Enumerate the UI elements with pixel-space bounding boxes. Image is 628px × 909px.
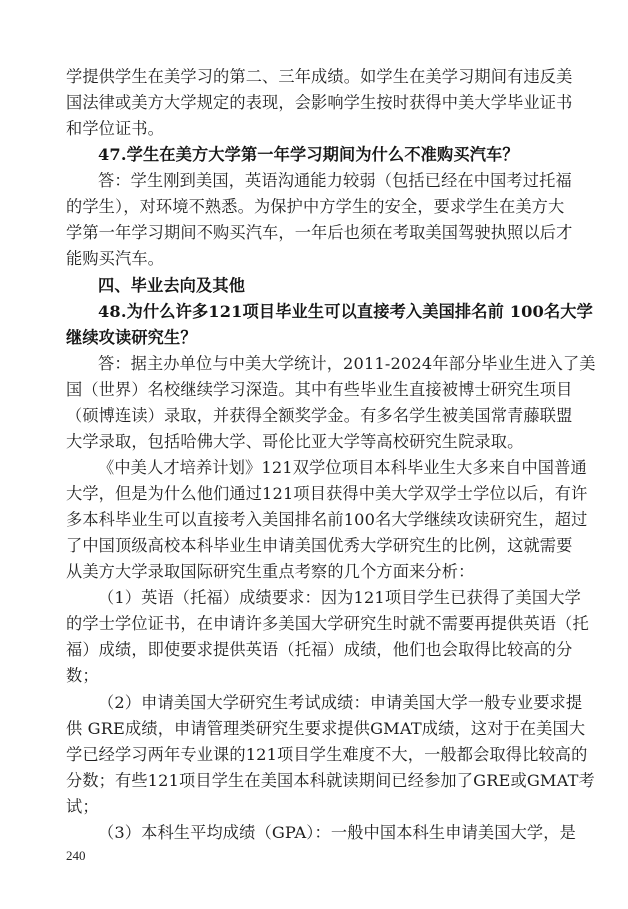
body-text-line: 试； [66,796,99,816]
body-text-line: 了中国顶级高校本科毕业生申请美国优秀大学研究生的比例，这就需要 [66,536,573,556]
heading-line: 四、毕业去向及其他 [98,275,246,295]
body-text-line: 多本科毕业生可以直接考入美国排名前100名大学继续攻读研究生，超过 [66,510,588,530]
body-text-line: 的学生），对环境不熟悉。为保护中方学生的安全，要求学生在美方大 [66,197,565,217]
body-text-line: 《中美人才培养计划》121双学位项目本科毕业生大多来自中国普通 [98,457,587,477]
body-text-line: 的学士学位证书，在申请许多美国大学研究生时就不需要再提供英语（托 [66,614,589,634]
document-page [66,64,596,846]
body-text-line: （硕博连读）录取，并获得全额奖学金。有多名学生被美国常青藤联盟 [66,405,573,425]
heading-line: 47.学生在美方大学第一年学习期间为什么不准购买汽车？ [98,145,519,165]
body-text-line: 国（世界）名校继续学习深造。其中有些毕业生直接被博士研究生项目 [66,379,573,399]
body-text-line: 福）成绩，即使要求提供英语（托福）成绩，他们也会取得比较高的分 [66,640,573,660]
body-text-line: 数； [66,666,99,686]
body-text-line: 能购买汽车。 [66,249,165,269]
heading-line: 48.为什么许多121项目毕业生可以直接考入美国排名前 100名大学 [98,301,593,321]
body-text-line: 大学录取，包括哈佛大学、哥伦比亚大学等高校研究生院录取。 [66,431,524,451]
body-text-line: 和学位证书。 [66,119,165,139]
body-text-line: 供 GRE成绩，申请管理类研究生要求提供GMAT成绩，这对于在美国大 [66,718,586,738]
body-text-line: 分数；有些121项目学生在美国本科就读期间已经参加了GRE或GMAT考 [66,770,595,790]
body-text-line: 答：学生刚到美国，英语沟通能力较弱（包括已经在中国考过托福 [98,171,572,191]
body-text-line: （1）英语（托福）成绩要求：因为121项目学生已获得了美国大学 [98,588,581,608]
body-text-line: 学第一年学习期间不购买汽车，一年后也须在考取美国驾驶执照以后才 [66,223,573,243]
body-text-line: 从美方大学录取国际研究生重点考察的几个方面来分析： [66,562,475,582]
heading-line: 继续攻读研究生？ [66,327,197,347]
body-text-line: 大学，但是为什么他们通过121项目获得中美大学双学士学位以后，有许 [66,484,588,503]
body-text-line: 答：据主办单位与中美大学统计，2011-2024年部分毕业生进入了美 [98,353,596,373]
body-text-line: （2）申请美国大学研究生考试成绩：申请美国大学一般专业要求提 [98,692,583,712]
body-text-line: 国法律或美方大学规定的表现，会影响学生按时获得中美大学毕业证书 [66,93,573,113]
body-text-line: 学提供学生在美学习的第二、三年成绩。如学生在美学习期间有违反美 [66,67,573,86]
body-text-line: （3）本科生平均成绩（GPA）：一般中国本科生申请美国大学，是 [98,822,576,842]
page-number: 240 [66,848,86,863]
body-text-line: 学已经学习两年专业课的121项目学生难度不大，一般都会取得比较高的 [66,744,588,764]
